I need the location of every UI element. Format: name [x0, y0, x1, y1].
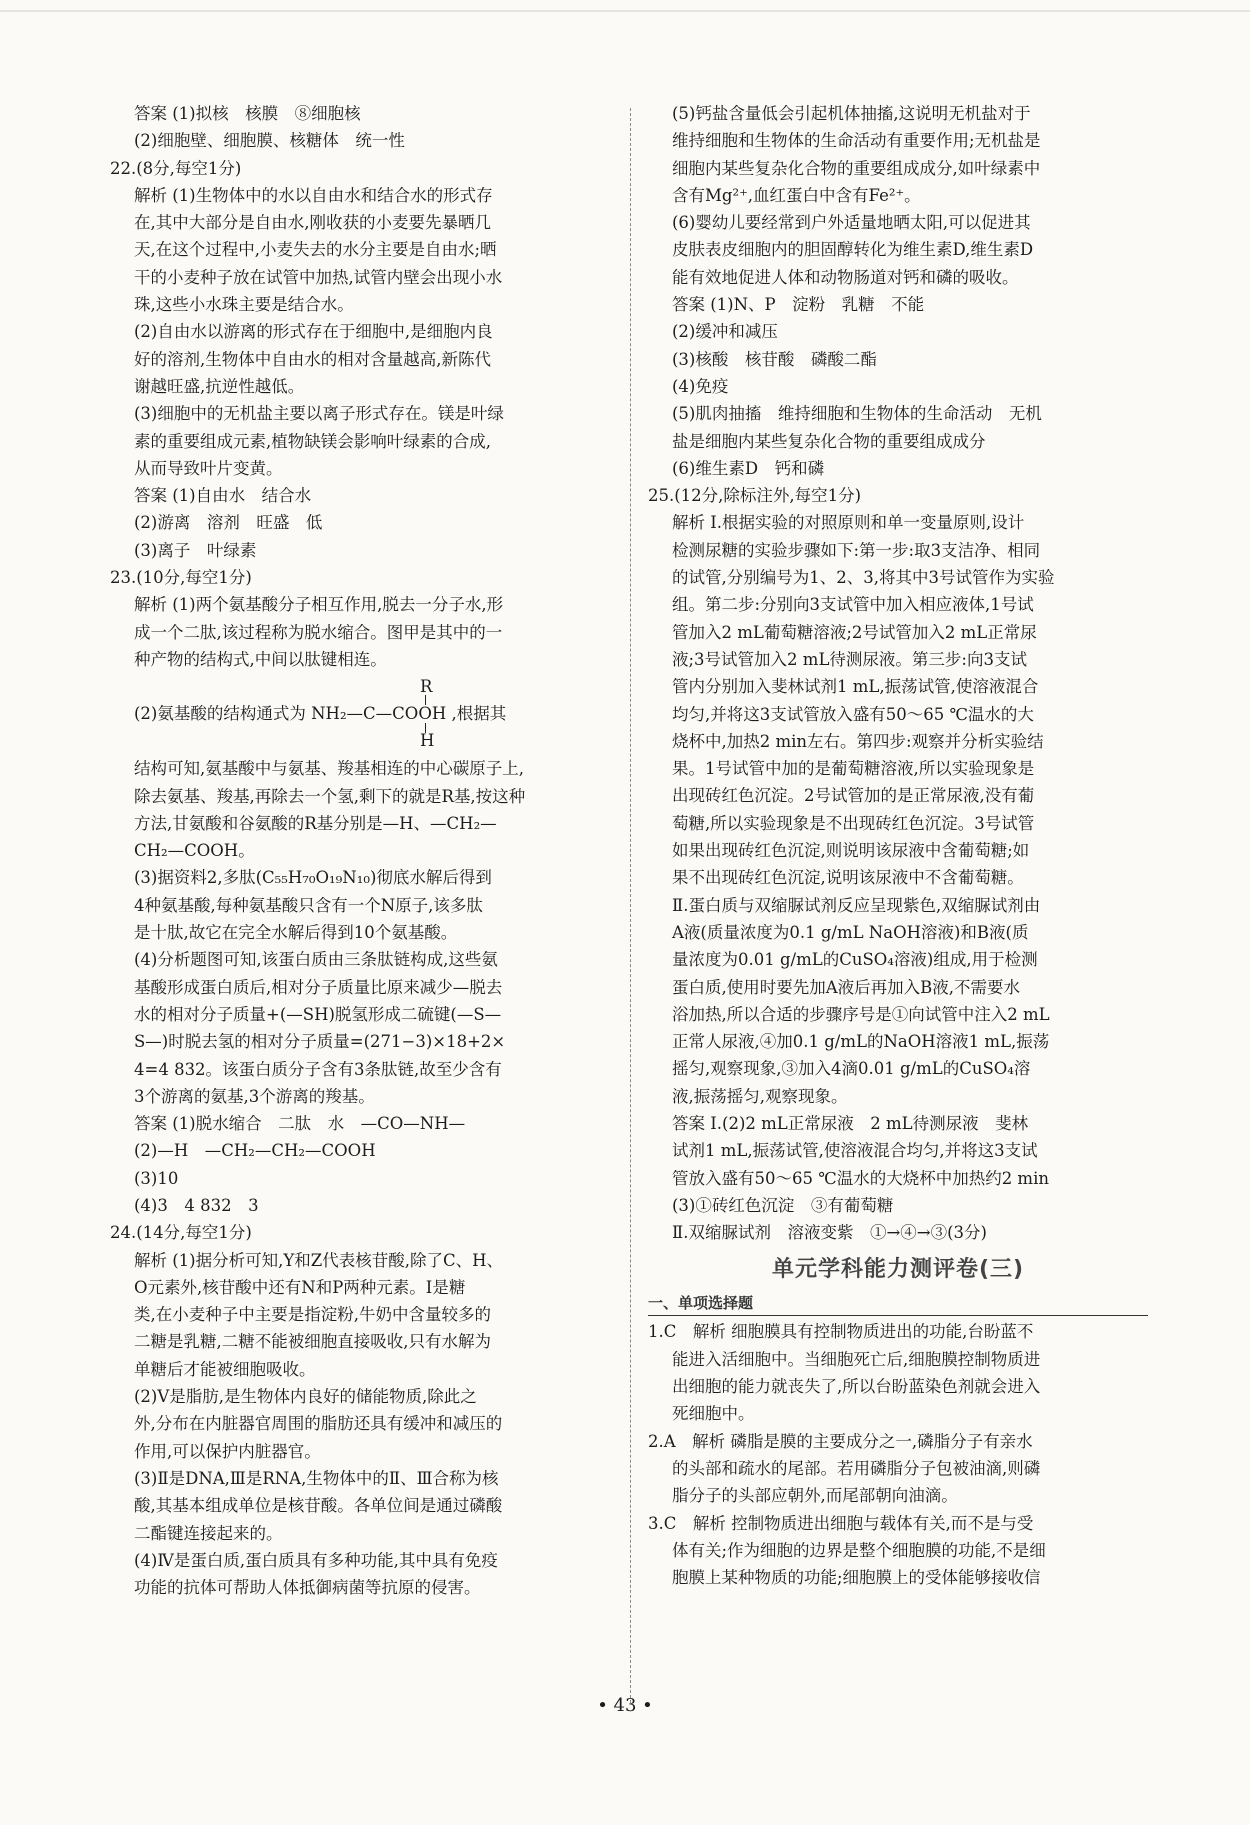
section-subhead: 一、单项选择题 [648, 1292, 1148, 1316]
left-text-block-1 [110, 100, 615, 673]
amino-acid-formula [110, 673, 615, 755]
right-column [648, 100, 1148, 1591]
text-line: 二糖是乳糖,二糖不能被细胞直接吸收,只有水解为 [134, 1332, 491, 1352]
page-number: • 43 • [597, 1695, 653, 1716]
text-line: (2)细胞壁、细胞膜、核糖体 统一性 [134, 131, 405, 151]
text-line: 维持细胞和生物体的生命活动有重要作用;无机盐是 [672, 131, 1041, 151]
text-line: 从而导致叶片变黄。 [134, 458, 283, 478]
text-line: 萄糖,所以实验现象是不出现砖红色沉淀。3号试管 [672, 813, 1035, 833]
text-line: 珠,这些小水珠主要是结合水。 [134, 295, 354, 315]
text-line: Ⅱ.双缩脲试剂 溶液变紫 ①→④→③(3分) [672, 1223, 987, 1243]
text-line: 谢越旺盛,抗逆性越低。 [134, 376, 305, 396]
text-line: (3)细胞中的无机盐主要以离子形式存在。镁是叶绿 [134, 404, 504, 424]
formula-r-group: R [420, 677, 433, 697]
text-line: 管内分别加入斐林试剂1 mL,振荡试管,使溶液混合 [672, 677, 1039, 697]
text-line: 解析 Ⅰ.根据实验的对照原则和单一变量原则,设计 [672, 513, 1025, 533]
text-line: 盐是细胞内某些复杂化合物的重要组成成分 [672, 431, 986, 451]
text-line: 23.(10分,每空1分) [110, 568, 252, 588]
text-line: 答案 (1)脱水缩合 二肽 水 —CO—NH— [134, 1114, 466, 1134]
text-line: (3)离子 叶绿素 [134, 540, 257, 560]
text-line: 细胞内某些复杂化合物的重要组成成分,如叶绿素中 [672, 158, 1041, 178]
text-line: (5)钙盐含量低会引起机体抽搐,这说明无机盐对于 [672, 104, 1031, 123]
text-line: 25.(12分,除标注外,每空1分) [648, 486, 862, 506]
text-line: 检测尿糖的实验步骤如下:第一步:取3支洁净、相同 [672, 540, 1041, 560]
text-line: 是十肽,故它在完全水解后得到10个氨基酸。 [134, 923, 458, 943]
text-line: 正常人尿液,④加0.1 g/mL的NaOH溶液1 mL,振荡 [672, 1032, 1050, 1052]
column-divider [630, 108, 631, 1703]
text-line: CH₂—COOH。 [134, 841, 255, 861]
text-line: (6)婴幼儿要经常到户外适量地晒太阳,可以促进其 [672, 213, 1031, 233]
text-line: 均匀,并将这3支试管放入盛有50～65 ℃温水的大 [672, 704, 1034, 724]
text-line: (3)10 [134, 1168, 179, 1188]
text-line: 4种氨基酸,每种氨基酸只含有一个N原子,该多肽 [134, 895, 483, 915]
text-line: 4=4 832。该蛋白质分子含有3条肽链,故至少含有 [134, 1059, 502, 1079]
text-line: 管放入盛有50～65 ℃温水的大烧杯中加热约2 min [672, 1168, 1049, 1188]
text-line: 如果出现砖红色沉淀,则说明该尿液中含葡萄糖;如 [672, 841, 1030, 861]
text-line: 水的相对分子质量+(—SH)脱氢形成二硫键(—S— [134, 1004, 502, 1024]
text-line: (2)—H —CH₂—CH₂—COOH [134, 1141, 376, 1161]
text-line: 蛋白质,使用时要先加A液后再加入B液,不需要水 [672, 977, 1021, 997]
text-line: 好的溶剂,生物体中自由水的相对含量越高,新陈代 [134, 349, 491, 369]
text-line: 组。第二步:分别向3支试管中加入相应液体,1号试 [672, 595, 1034, 615]
text-line: 答案 (1)自由水 结合水 [134, 486, 312, 506]
text-line: 液,振荡摇匀,观察现象。 [672, 1086, 848, 1106]
text-line: 解析 (1)两个氨基酸分子相互作用,脱去一分子水,形 [134, 595, 504, 615]
text-line: 在,其中大部分是自由水,刚收获的小麦要先暴晒几 [134, 213, 491, 233]
text-line: 答案 Ⅰ.(2)2 mL正常尿液 2 mL待测尿液 斐林 [672, 1113, 1029, 1133]
text-line: 体有关;作为细胞的边界是整个细胞膜的功能,不是细 [672, 1540, 1046, 1560]
text-line: (3)①砖红色沉淀 ③有葡萄糖 [672, 1195, 894, 1215]
text-line: 果不出现砖红色沉淀,说明该尿液中不含葡萄糖。 [672, 868, 1024, 888]
text-line: 浴加热,所以合适的步骤序号是①向试管中注入2 mL [672, 1004, 1050, 1024]
text-line: 果。1号试管中加的是葡萄糖溶液,所以实验现象是 [672, 759, 1035, 779]
text-line: 3.C 解析 控制物质进出细胞与载体有关,而不是与受 [648, 1513, 1034, 1533]
text-line: (4)分析题图可知,该蛋白质由三条肽链构成,这些氨 [134, 950, 498, 970]
text-line: 成一个二肽,该过程称为脱水缩合。图甲是其中的一 [134, 622, 503, 642]
text-line: (2)Ⅴ是脂肪,是生物体内良好的储能物质,除此之 [134, 1387, 477, 1407]
text-line: (3)据资料2,多肽(C₅₅H₇₀O₁₉N₁₀)彻底水解后得到 [134, 868, 492, 888]
text-line: 基酸形成蛋白质后,相对分子质量比原来减少—脱去 [134, 977, 503, 997]
text-line: 3个游离的氨基,3个游离的羧基。 [134, 1086, 375, 1106]
text-line: 外,分布在内脏器官周围的脂肪还具有缓冲和减压的 [134, 1414, 503, 1434]
text-line: (4)3 4 832 3 [134, 1195, 259, 1215]
text-line: (4)Ⅳ是蛋白质,蛋白质具有多种功能,其中具有免疫 [134, 1550, 498, 1570]
text-line: 解析 (1)生物体中的水以自由水和结合水的形式存 [134, 185, 493, 205]
text-line: (4)免疫 [672, 376, 729, 396]
text-line: (3)Ⅱ是DNA,Ⅲ是RNA,生物体中的Ⅱ、Ⅲ合称为核 [134, 1468, 499, 1488]
text-line: 的试管,分别编号为1、2、3,将其中3号试管作为实验 [672, 568, 1055, 588]
text-line: 液;3号试管加入2 mL待测尿液。第三步:向3支试 [672, 649, 1027, 669]
text-line: (5)肌肉抽搐 维持细胞和生物体的生命活动 无机 [672, 404, 1042, 424]
text-line: 22.(8分,每空1分) [110, 158, 242, 178]
text-line: 天,在这个过程中,小麦失去的水分主要是自由水;晒 [134, 240, 497, 260]
text-line: 摇匀,观察现象,③加入4滴0.01 g/mL的CuSO₄溶 [672, 1059, 1031, 1079]
left-column [110, 100, 615, 1601]
text-line: 酸,其基本组成单位是核苷酸。各单位间是通过磷酸 [134, 1496, 503, 1516]
text-line: 量浓度为0.01 g/mL的CuSO₄溶液)组成,用于检测 [672, 950, 1038, 970]
text-line: 死细胞中。 [672, 1404, 755, 1424]
text-line: 单糖后才能被细胞吸收。 [134, 1359, 316, 1379]
text-line: 类,在小麦种子中主要是指淀粉,牛奶中含量较多的 [134, 1305, 491, 1325]
text-line: 烧杯中,加热2 min左右。第四步:观察并分析实验结 [672, 731, 1044, 751]
text-line: 脂分子的头部应朝外,而尾部朝向油滴。 [672, 1486, 958, 1506]
text-line: Ⅱ.蛋白质与双缩脲试剂反应呈现紫色,双缩脲试剂由 [672, 895, 1041, 915]
text-line: 试剂1 mL,振荡试管,使溶液混合均匀,并将这3支试 [672, 1141, 1038, 1161]
section-title: 单元学科能力测评卷(三) [771, 1257, 1025, 1283]
right-text-block-2 [648, 1318, 1148, 1591]
text-line: 素的重要组成元素,植物缺镁会影响叶绿素的合成, [134, 431, 491, 451]
text-line: 2.A 解析 磷脂是膜的主要成分之一,磷脂分子有亲水 [648, 1431, 1033, 1451]
text-line: (3)核酸 核苷酸 磷酸二酯 [672, 349, 877, 369]
text-line: 出细胞的能力就丧失了,所以台盼蓝染色剂就会进入 [672, 1377, 1041, 1397]
text-line: 出现砖红色沉淀。2号试管加的是正常尿液,没有葡 [672, 786, 1035, 806]
text-line: A液(质量浓度为0.1 g/mL NaOH溶液)和B液(质 [672, 922, 1029, 942]
text-line: 含有Mg²⁺,血红蛋白中含有Fe²⁺。 [672, 185, 921, 205]
text-line: 作用,可以保护内脏器官。 [134, 1441, 321, 1461]
text-line: 能有效地促进人体和动物肠道对钙和磷的吸收。 [672, 267, 1019, 287]
text-line: 除去氨基、羧基,再除去一个氢,剩下的就是R基,按这种 [134, 786, 526, 806]
text-line: 管加入2 mL葡萄糖溶液;2号试管加入2 mL正常尿 [672, 622, 1037, 642]
top-rule [0, 10, 1250, 12]
text-line: 二酯键连接起来的。 [134, 1523, 283, 1543]
text-line: 能进入活细胞中。当细胞死亡后,细胞膜控制物质进 [672, 1349, 1041, 1369]
text-line: (2)自由水以游离的形式存在于细胞中,是细胞内良 [134, 322, 493, 342]
text-line: 解析 (1)据分析可知,Y和Z代表核苷酸,除了C、H、 [134, 1250, 503, 1270]
left-text-block-2 [110, 755, 615, 1601]
formula-line: (2)氨基酸的结构通式为 NH₂—C—COOH ,根据其 [134, 704, 507, 724]
text-line: 干的小麦种子放在试管中加热,试管内壁会出现小水 [134, 267, 503, 287]
text-line: (2)缓冲和减压 [672, 322, 778, 342]
text-line: O元素外,核苷酸中还有N和P两种元素。Ⅰ是糖 [134, 1277, 466, 1297]
text-line: 功能的抗体可帮助人体抵御病菌等抗原的侵害。 [134, 1578, 481, 1598]
text-line: (2)游离 溶剂 旺盛 低 [134, 513, 323, 533]
text-line: 答案 (1)N、P 淀粉 乳糖 不能 [672, 295, 925, 315]
text-line: 24.(14分,每空1分) [110, 1223, 252, 1243]
text-line: 1.C 解析 细胞膜具有控制物质进出的功能,台盼蓝不 [648, 1322, 1034, 1342]
text-line: 结构可知,氨基酸中与氨基、羧基相连的中心碳原子上, [134, 759, 524, 779]
formula-hydrogen: H [420, 731, 435, 751]
text-line: 方法,甘氨酸和谷氨酸的R基分别是—H、—CH₂— [134, 813, 497, 833]
text-line: (6)维生素D 钙和磷 [672, 458, 825, 478]
text-line: 种产物的结构式,中间以肽键相连。 [134, 649, 387, 669]
text-line: 皮肤表皮细胞内的胆固醇转化为维生素D,维生素D [672, 240, 1034, 260]
right-text-block-1 [648, 100, 1148, 1246]
text-line: 答案 (1)拟核 核膜 ⑧细胞核 [134, 104, 361, 123]
text-line: 的头部和疏水的尾部。若用磷脂分子包被油滴,则磷 [672, 1458, 1041, 1478]
text-line: S—)时脱去氢的相对分子质量=(271−3)×18+2× [134, 1032, 506, 1052]
text-line: 胞膜上某种物质的功能;细胞膜上的受体能够接收信 [672, 1568, 1041, 1588]
